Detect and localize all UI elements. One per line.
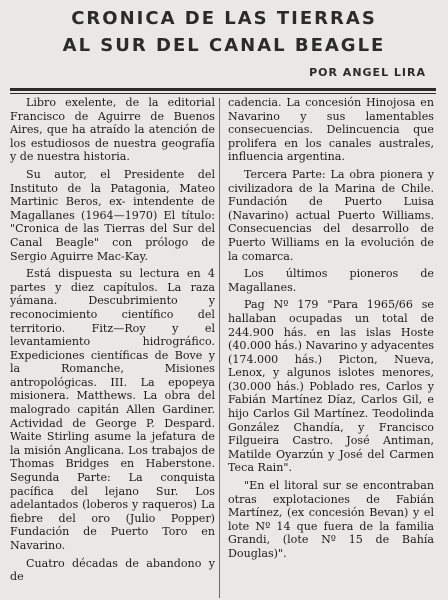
paragraph: Tercera Parte: La obra pionera y civilizadora de la Marina de Chile. Fundación de Puerto Luisa (Navarino) actual Puerto Williams. Consecuencias del desarrollo de Puerto Williams en la evolución de la comarca. <box>228 167 434 263</box>
header-rule-thick <box>10 88 436 91</box>
byline: POR ANGEL LIRA <box>309 66 426 79</box>
paragraph: Los últimos pioneros de Magallanes. <box>228 267 434 294</box>
column-divider <box>219 98 220 598</box>
paragraph: Pag Nº 179 "Para 1965/66 se hallaban ocupadas un total de 244.900 hás. en las islas Hoste (40.000 hás.) Navarino y adyacentes (174.000 hás.) Picton, Nueva, Lenox, y algunos islotes menores, (30.000 hás.) Poblado res, Carlos y Fabián Martínez Díaz, Carlos Gil, e hijo Carlos Gil Martínez. Teodolinda González Chandía, y Francisco Filgueira Castro. José Antiman, Matilde Oyarzún y José del Carmen Teca Rain". <box>228 298 434 475</box>
paragraph: cadencia. La concesión Hinojosa en Navarino y sus lamentables consecuencias. Delincuencia que prolifera en los canales australes, influencia argentina. <box>228 96 434 164</box>
article-column-left <box>10 96 215 588</box>
paragraph: Libro exelente, de la editorial Francisco de Aguirre de Buenos Aires, que ha atraído la atención de los estudiosos de nuestra geografía y de nuestra historia. <box>10 96 215 164</box>
header-rule-thin <box>10 93 436 94</box>
paragraph: Cuatro décadas de abandono y de <box>10 556 215 584</box>
paragraph: Está dispuesta su lectura en 4 partes y diez capítulos. La raza yámana. Descubrimiento y reconocimiento científico del territorio. Fitz—Roy y el levantamiento hidrográfico. Expediciones científicas de Bove y la Romanche, Misiones antropológicas. III. La epopeya misionera. Matthews. La obra del malogrado capitán Allen Gardiner. Actividad de George P. Despard. Waite Stirling asume la jefatura de la misión Anglicana. Los trabajos de Thomas Bridges en Haberstone. Segunda Parte: La conquista pacífica del lejano Sur. Los adelantados (loberos y raqueros) La fiebre del oro (Julio Popper) Fundación de Puerto Toro en Navarino. <box>10 267 215 552</box>
article-column-right <box>228 96 434 565</box>
paragraph: "En el litoral sur se encontraban otras explotaciones de Fabián Martínez, (ex concesión Bevan) y el lote Nº 14 que fuera de la familia Grandi, (lote Nº 15 de Bahía Douglas)". <box>228 479 434 560</box>
headline-line-2: AL SUR DEL CANAL BEAGLE <box>62 35 386 56</box>
headline-line-1: CRONICA DE LAS TIERRAS <box>71 8 377 29</box>
paragraph: Su autor, el Presidente del Instituto de la Patagonia, Mateo Martinic Beros, ex- intendente de Magallanes (1964—1970) El título: "Cronica de las Tierras del Sur del Canal Beagle" con prólogo de Sergio Aguirre Mac-Kay. <box>10 167 215 263</box>
